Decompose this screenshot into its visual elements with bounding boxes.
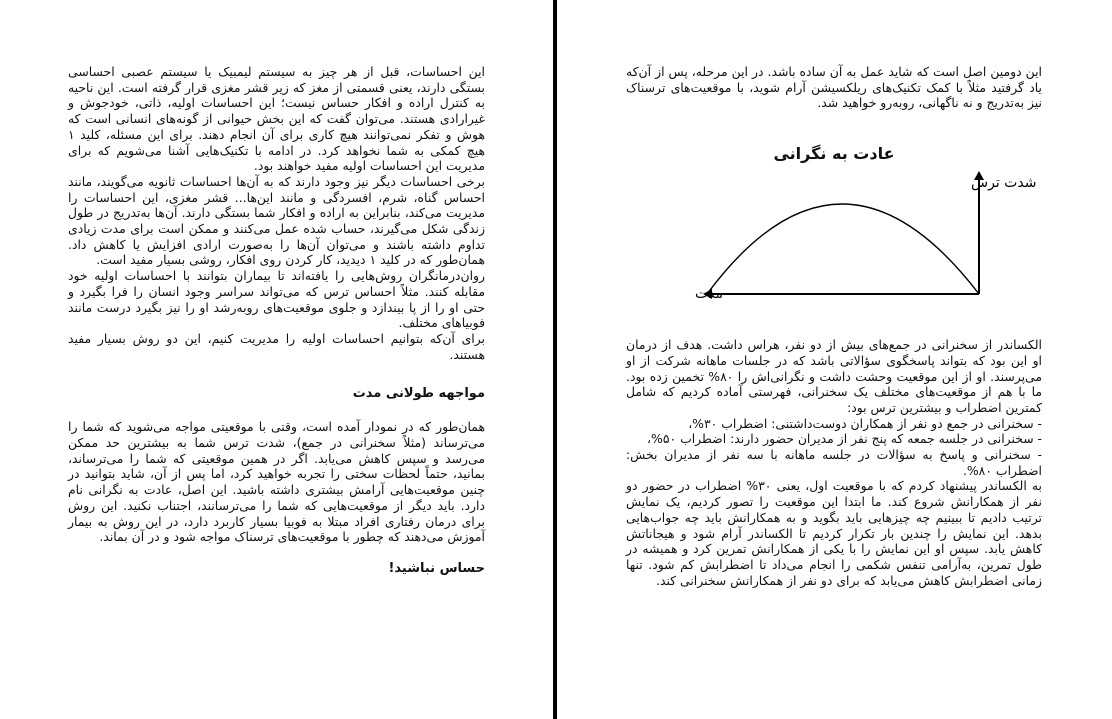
fear-curve bbox=[707, 204, 979, 294]
chart-svg bbox=[626, 167, 1042, 337]
left-paragraph-4: برای آن‌که بتوانیم احساسات اولیه را مدیریت کنیم، این دو روش بسیار مفید هستند. bbox=[68, 330, 485, 362]
y-axis-label: شدت ترس bbox=[971, 175, 1037, 192]
right-paragraph-3: به الکساندر پیشنهاد کردم که با موقعیت اول، یعنی ۳۰% اضطراب در حضور دو نفر از همکارانش شروع کند. ما ابتدا این موقعیت را تصور کردیم، یک نمایش ترتیب دادیم تا ببینیم چه چیزهایی باید بگوید و به همکارانش باید چه جواب‌هایی بدهد. این نمایش را چندین بار تکرار کردیم تا الکساندر آرام شود و هیجاناتش کاهش یابد. سپس او این نمایش را با یکی از همکارانش تمرین کرد و همیشه در طول تمرین، به‌آرامی تنفس شکمی را انجام می‌داد تا اضطرابش کم شود. تنها زمانی اضطرابش کاهش می‌یابد که برای دو نفر از همکارانش سخنرانی کند. bbox=[626, 478, 1042, 588]
right-paragraph-2: الکساندر از سخنرانی در جمع‌های بیش از دو نفر، هراس داشت. هدف از درمان او این بود که بتواند پاسخگوی سؤالاتی باشد که در جلسات ماهانه شرکت از او می‌پرسند. او از این موقعیت وحشت داشت و نگرانی‌اش را ۸۰% تخمین زده بود. ما با هم از موقعیت‌های مختلف یک سخنرانی، فهرستی آماده کردیم که شامل کمترین اضطراب و بیشترین ترس بود: bbox=[626, 337, 1042, 415]
right-paragraph-1: این دومین اصل است که شاید عمل به آن ساده باشد. در این مرحله، پس از آن‌که یاد گرفتید مثلاً با کمک تکنیک‌های ریلکسیشن آرام شوید، با موقعیت‌های ترسناک نیز به‌تدریج و نه ناگهانی، روبه‌رو خواهید شد. bbox=[626, 64, 1042, 111]
list-item-1: - سخنرانی در جمع دو نفر از همکاران دوست‌داشتنی: اضطراب ۳۰%، bbox=[688, 415, 1042, 431]
x-axis-label: مدت bbox=[695, 286, 724, 303]
habituation-chart bbox=[626, 167, 1042, 337]
left-page bbox=[0, 0, 553, 719]
left-paragraph-5: همان‌طور که در نمودار آمده است، وقتی با موقعیتی مواجه می‌شوید که شما را می‌ترساند (مثلاً سخنرانی در جمع)، شدت ترس شما به بیشترین حد ممکن می‌رسد و سپس کاهش می‌یابد. اگر در همین موقعیتی که شما را می‌ترساند، بمانید، حتماً لحظات سختی را تجربه خواهید کرد، اما پس از آن، شاید بتوانید در چنین موقعیت‌هایی آرامش بیشتری داشته باشید. این اصل، عادت به نگرانی نام دارد. باید دیگر از موقعیت‌هایی که شما را می‌ترسانند، اجتناب نکنید. این روش برای درمان رفتاری افراد مبتلا به فوبیا بسیار کاربرد دارد، در این روش به بیمار آموزش می‌دهند که چطور با موقعیت‌های ترسناک مواجه شود و در آن بماند. bbox=[68, 419, 485, 545]
left-paragraph-1: این احساسات، قبل از هر چیز به سیستم لیمبیک یا سیستم عصبی احساسی بستگی دارند، یعنی قسمتی از مغز که زیر قشر مغزی قرار گرفته است. این ناحیه به کنترل اراده و افکار حساس نیست؛ این احساسات اولیه، ذاتی، خودجوش و غیرارادی هستند. می‌توان گفت که این بخش حیوانی از گونه‌های انسانی است که هوش و تفکر نمی‌توانند هیچ کاری برای آن انجام دهند. برای این مسئله، کلید ۱ هیچ کمکی به شما نخواهد کرد. در ادامه با تکنیک‌هایی آشنا می‌شویم که برای مدیریت این احساسات اولیه مفید خواهند بود. bbox=[68, 64, 485, 174]
heading-dont-be-sensitive: حساس نباشید! bbox=[388, 560, 485, 576]
heading-long-exposure: مواجهه طولانی مدت bbox=[352, 386, 485, 402]
page-divider bbox=[553, 0, 557, 719]
right-page bbox=[558, 0, 1112, 719]
chart-title: عادت به نگرانی bbox=[773, 144, 895, 164]
list-item-2: - سخنرانی در جلسه جمعه که پنج نفر از مدیران حضور دارند: اضطراب ۵۰%، bbox=[647, 431, 1042, 447]
left-paragraph-2: برخی احساسات دیگر نیز وجود دارند که به آن‌ها احساسات ثانویه می‌گویند، مانند احساس گناه، شرم، افسردگی و مانند این‌ها... قشر مغزی، این احساسات را مدیریت می‌کند، بنابراین به اراده و افکار شما بستگی دارند. آن‌ها به‌تدریج در طول زندگی شکل می‌گیرند، حساب شده عمل می‌کنند و ممکن است برای مدت زیادی تداوم داشته باشند و می‌توان آن‌ها را به‌صورت ارادی افزایش یا کاهش داد. همان‌طور که در کلید ۱ دیدید، کار کردن روی افکار، روشی بسیار مفید است. bbox=[68, 173, 485, 268]
list-item-3: - سخنرانی و پاسخ به سؤالات در جلسه ماهانه با سه نفر از مدیران بخش: اضطراب ۸۰%. bbox=[626, 447, 1042, 478]
left-paragraph-3: روان‌درمانگران روش‌هایی را یافته‌اند تا بیماران بتوانند با احساسات اولیه خود مقابله کنند. مثلاً احساس ترس که می‌تواند سراسر وجود انسان را فرا بگیرد و حتی او را از پا بیندازد و جلوی موقعیت‌های روبه‌رشد او را نیز بگیرد درست مانند فوبیاهای مختلف. bbox=[68, 268, 485, 331]
